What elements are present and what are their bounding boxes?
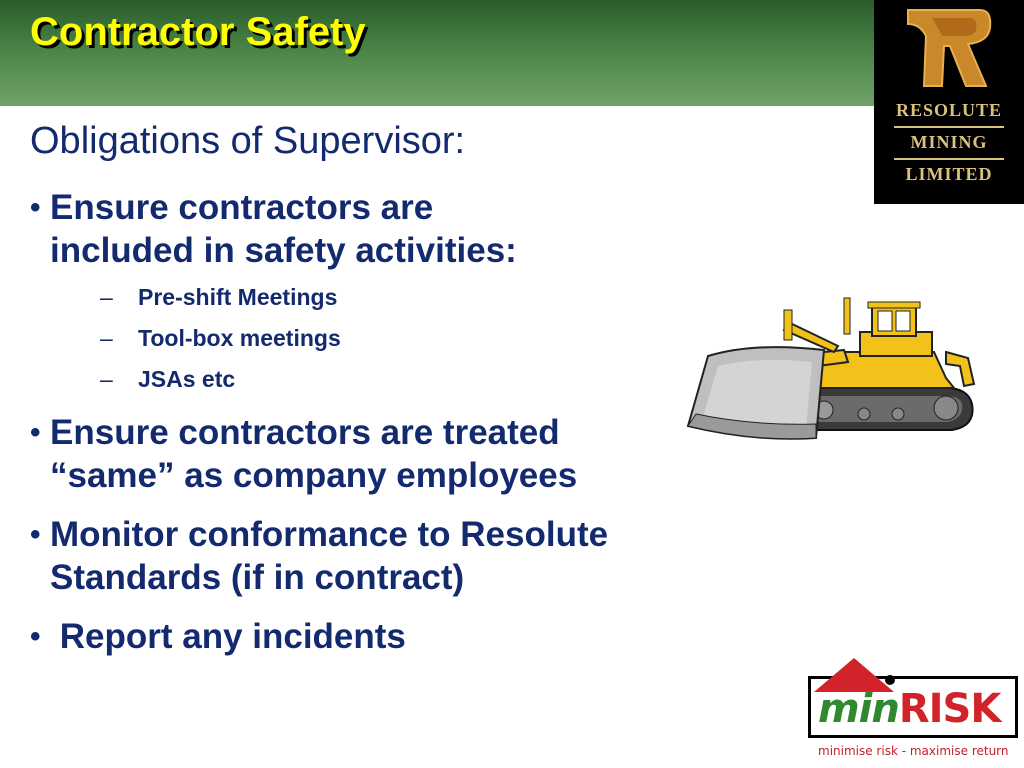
- bullet-line: Report any incidents: [50, 617, 406, 656]
- bullet-line: “same” as company employees: [50, 456, 578, 495]
- minrisk-suffix: RISK: [898, 686, 1001, 732]
- bullet-line: Ensure contractors are: [50, 188, 434, 227]
- bullet-marker: •: [30, 416, 41, 449]
- bullet-marker: •: [30, 191, 41, 224]
- bullet-line: included in safety activities:: [50, 231, 517, 270]
- resolute-mining-logo: [874, 0, 1024, 204]
- sub-item-text: Tool-box meetings: [138, 325, 341, 351]
- sub-list-item: [100, 325, 341, 352]
- bullet-line: Standards (if in contract): [50, 558, 465, 597]
- sub-item-text: Pre-shift Meetings: [138, 284, 338, 310]
- bullet-text: [50, 411, 577, 497]
- sub-list-item: [100, 284, 337, 311]
- logo-line-resolute: RESOLUTE: [895, 100, 1003, 120]
- logo-divider: [894, 126, 1004, 128]
- bullet-item: [30, 411, 710, 497]
- bullet-marker: •: [30, 518, 41, 551]
- minrisk-wordmark: [818, 686, 1000, 732]
- logo-line-mining: MINING: [910, 132, 988, 152]
- bullet-text: [50, 615, 406, 658]
- bullet-item: [30, 615, 710, 658]
- sub-list-item: [100, 366, 235, 393]
- section-heading: Obligations of Supervisor:: [30, 120, 466, 162]
- minrisk-prefix: min: [818, 686, 899, 732]
- logo-line-limited: LIMITED: [905, 164, 993, 184]
- sub-item-text: JSAs etc: [138, 366, 236, 392]
- bullet-item: [30, 513, 710, 599]
- logo-divider: [894, 158, 1004, 160]
- bullet-item: [30, 186, 710, 272]
- sub-marker: –: [100, 366, 113, 392]
- bullet-line: Monitor conformance to Resolute: [50, 515, 609, 554]
- sub-marker: –: [100, 284, 113, 310]
- bullet-text: [50, 513, 608, 599]
- bulldozer-icon: [684, 292, 980, 442]
- slide-title: Contractor Safety: [30, 10, 366, 54]
- bullet-text: [50, 186, 517, 272]
- bullet-marker: •: [30, 620, 41, 653]
- bullet-line: Ensure contractors are treated: [50, 413, 560, 452]
- minrisk-logo: [808, 656, 1018, 738]
- sub-marker: –: [100, 325, 113, 351]
- resolute-emblem-icon: [902, 6, 994, 90]
- tagline: minimise risk - maximise return: [818, 744, 1009, 758]
